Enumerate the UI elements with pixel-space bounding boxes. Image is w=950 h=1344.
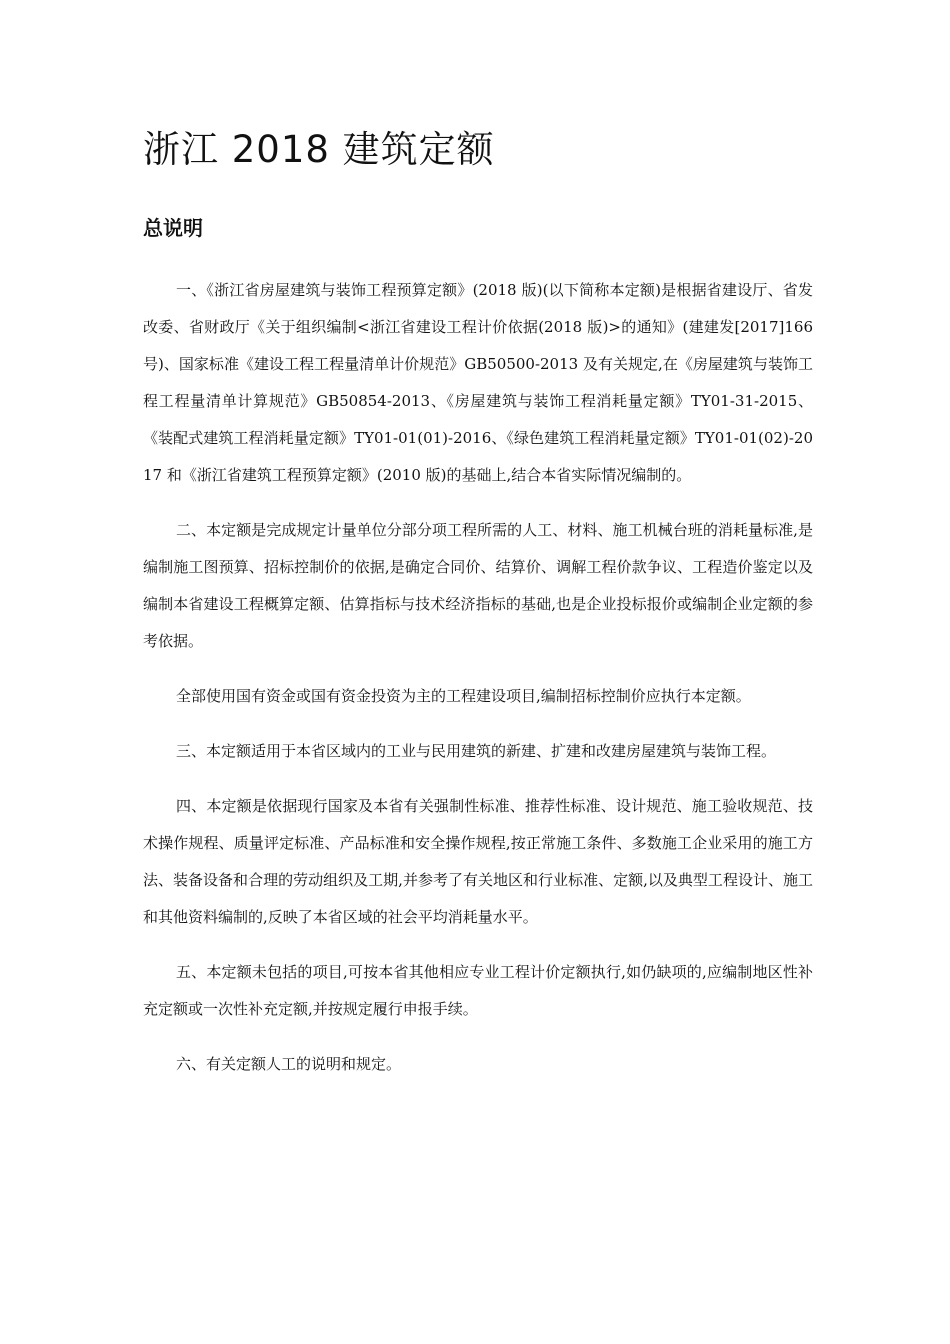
paragraph-3: 全部使用国有资金或国有资金投资为主的工程建设项目,编制招标控制价应执行本定额。 <box>176 687 751 705</box>
paragraph-7: 六、有关定额人工的说明和规定。 <box>176 1055 402 1073</box>
document-title: 浙江 2018 建筑定额 <box>143 128 495 171</box>
section-heading: 总说明 <box>143 216 203 240</box>
paragraph-6: 五、本定额未包括的项目,可按本省其他相应专业工程计价定额执行,如仍缺项的,应编制地区性补充定额或一次性补充定额,并按规定履行申报手续。 <box>143 963 813 1018</box>
paragraph-4: 三、本定额适用于本省区域内的工业与民用建筑的新建、扩建和改建房屋建筑与装饰工程。 <box>176 742 777 760</box>
paragraph-5: 四、本定额是依据现行国家及本省有关强制性标准、推荐性标准、设计规范、施工验收规范、技术操作规程、质量评定标准、产品标准和安全操作规程,按正常施工条件、多数施工企业采用的施工方法、装备设备和合理的劳动组织及工期,并参考了有关地区和行业标准、定额,以及典型工程设计、施工和其他资料编制的,反映了本省区域的社会平均消耗量水平。 <box>143 797 813 926</box>
document-body <box>143 272 813 1101</box>
paragraph-2: 二、本定额是完成规定计量单位分部分项工程所需的人工、材料、施工机械台班的消耗量标准,是编制施工图预算、招标控制价的依据,是确定合同价、结算价、调解工程价款争议、工程造价鉴定以及编制本省建设工程概算定额、估算指标与技术经济指标的基础,也是企业投标报价或编制企业定额的参考依据。 <box>143 521 813 650</box>
paragraph-1: 一、《浙江省房屋建筑与装饰工程预算定额》(2018 版)(以下简称本定额)是根据省建设厅、省发改委、省财政厅《关于组织编制<浙江省建设工程计价依据(2018 版)>的通知》(建建发[2017]166 号)、国家标准《建设工程工程量清单计价规范》GB50500-2013 及有关规定,在《房屋建筑与装饰工程工程量清单计算规范》GB50854-2013、《房屋建筑与装饰工程消耗量定额》TY01-31-2015、《装配式建筑工程消耗量定额》TY01-01(01)-2016、《绿色建筑工程消耗量定额》TY01-01(02)-2017 和《浙江省建筑工程预算定额》(2010 版)的基础上,结合本省实际情况编制的。 <box>143 281 813 484</box>
document-page <box>143 118 813 1073</box>
